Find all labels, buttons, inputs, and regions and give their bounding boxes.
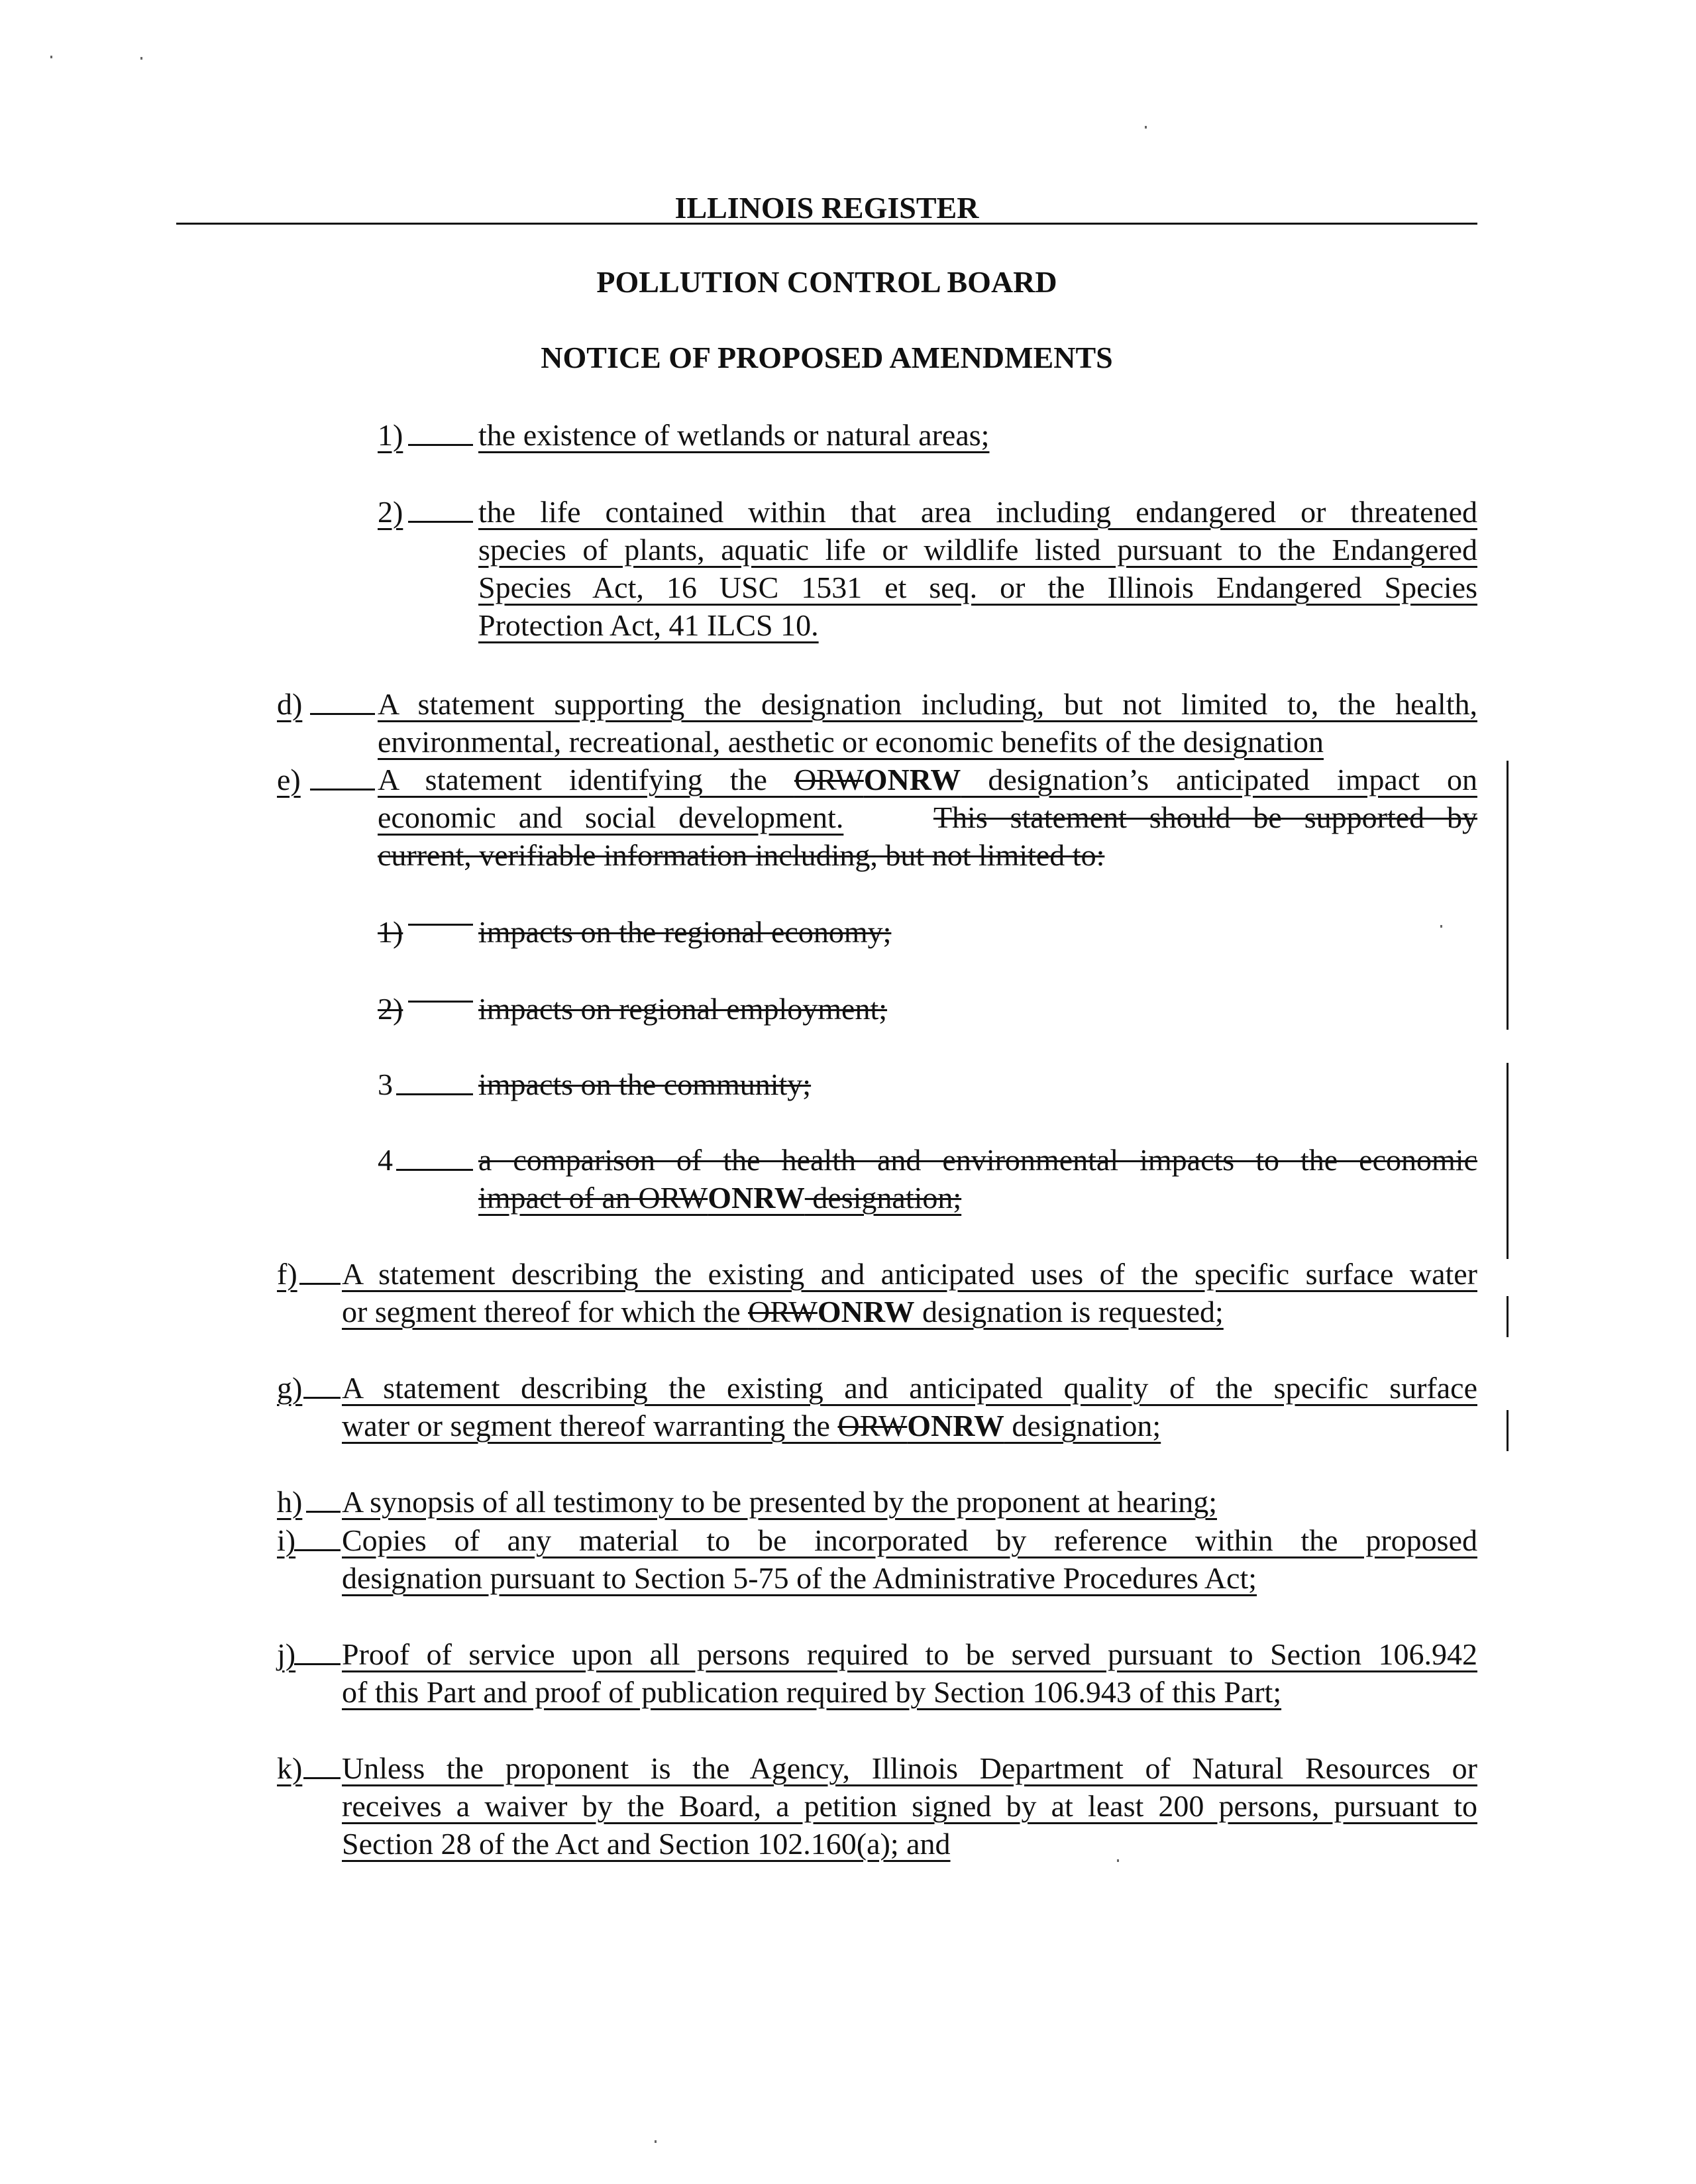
board-title: POLLUTION CONTROL BOARD	[596, 265, 1057, 299]
item-label: 1)	[378, 418, 403, 452]
item-line: the existence of wetlands or natural areas;	[478, 418, 990, 452]
text-run: designation’s anticipated impact on	[961, 763, 1477, 796]
deleted-text: ORW	[748, 1295, 818, 1329]
text-run: or segment thereof for which the	[342, 1295, 749, 1329]
item-line: Copies of any material to be incorporated by reference within the proposed	[342, 1523, 1477, 1557]
item-line	[478, 1179, 1477, 1217]
scan-speck	[1145, 126, 1147, 129]
deleted-text: This statement should be supported by	[933, 800, 1478, 834]
item-line: receives a waiver by the Board, a petition signed by at least 200 persons, pursuant to	[342, 1789, 1477, 1823]
item-line: A statement describing the existing and anticipated quality of the specific surface	[342, 1371, 1477, 1405]
tab-leader	[408, 444, 473, 446]
deleted-text: impacts on the regional economy;	[478, 915, 892, 949]
item-label: h)	[277, 1485, 303, 1519]
item-line	[342, 1293, 1477, 1331]
tab-leader	[310, 713, 375, 715]
item-label: g)	[277, 1371, 303, 1405]
text-run: water or segment thereof warranting the	[342, 1409, 838, 1443]
tab-leader	[408, 521, 473, 523]
inserted-text: ONRW	[708, 1181, 805, 1215]
text-run: designation is requested;	[914, 1295, 1224, 1329]
tab-leader	[294, 1663, 341, 1665]
item-label: j)	[277, 1637, 296, 1671]
item-label: 2)	[378, 992, 403, 1026]
deleted-text: impacts on regional employment;	[478, 992, 888, 1026]
tab-leader	[408, 1001, 473, 1003]
item-line: A synopsis of all testimony to be presented by the proponent at hearing;	[342, 1485, 1217, 1519]
revision-bar	[1507, 1410, 1509, 1451]
inserted-text: ONRW	[907, 1409, 1004, 1443]
tab-leader	[310, 789, 375, 791]
register-title: ILLINOIS REGISTER	[674, 191, 979, 225]
item-line: the life contained within that area including endangered or threatened	[478, 495, 1477, 529]
notice-title: NOTICE OF PROPOSED AMENDMENTS	[541, 341, 1113, 374]
item-label: 2)	[378, 495, 403, 529]
item-line: species of plants, aquatic life or wildlife listed pursuant to the Endangered	[478, 533, 1477, 567]
tab-leader	[396, 1093, 473, 1095]
item-label: k)	[277, 1751, 303, 1785]
deleted-text: impacts on the community;	[478, 1067, 812, 1101]
tab-leader	[408, 924, 473, 926]
scan-speck	[1117, 1859, 1119, 1862]
item-line: designation pursuant to Section 5-75 of the Administrative Procedures Act;	[342, 1561, 1257, 1595]
revision-bar	[1507, 1063, 1509, 1259]
inserted-text: ONRW	[863, 763, 961, 796]
scan-speck	[50, 56, 52, 58]
tab-leader	[306, 1511, 341, 1513]
text-run: A statement identifying the	[378, 763, 794, 796]
item-label: f)	[277, 1257, 297, 1291]
deleted-text: ORW	[837, 1409, 908, 1443]
item-label: 1)	[378, 915, 403, 949]
item-line: A statement describing the existing and anticipated uses of the specific surface water	[342, 1257, 1477, 1291]
deleted-text: impact of an ORW	[478, 1181, 708, 1215]
revision-bar	[1507, 1296, 1509, 1337]
item-line: A statement supporting the designation including, but not limited to, the health,	[378, 687, 1477, 721]
tab-leader	[299, 1283, 341, 1285]
scan-speck	[1440, 925, 1442, 928]
tab-leader	[294, 1549, 341, 1551]
item-line	[378, 798, 1477, 836]
item-line: environmental, recreational, aesthetic or economic benefits of the designation	[378, 725, 1324, 759]
inserted-text: ONRW	[817, 1295, 915, 1329]
header-rule	[176, 223, 1477, 225]
item-line	[342, 1407, 1477, 1445]
text-run: designation;	[1004, 1409, 1161, 1443]
scan-speck	[140, 57, 142, 60]
item-label: 4	[378, 1143, 393, 1177]
item-line: Proof of service upon all persons required to be served pursuant to Section 106.942	[342, 1637, 1477, 1671]
item-label: i)	[277, 1523, 296, 1557]
scan-speck	[655, 2140, 657, 2143]
item-line	[378, 761, 1477, 798]
item-label: e)	[277, 763, 301, 796]
item-line: Species Act, 16 USC 1531 et seq. or the Illinois Endangered Species	[478, 571, 1477, 604]
item-line: Protection Act, 41 ILCS 10.	[478, 608, 819, 642]
deleted-text: designation;	[804, 1181, 962, 1215]
deleted-text: a comparison of the health and environmental impacts to the economic	[478, 1143, 1477, 1177]
deleted-text: current, verifiable information including, but not limited to:	[378, 838, 1105, 872]
item-label: 3	[378, 1067, 393, 1101]
item-label: d)	[277, 687, 303, 721]
item-line: Unless the proponent is the Agency, Illinois Department of Natural Resources or	[342, 1751, 1477, 1785]
tab-leader	[396, 1169, 473, 1171]
revision-bar	[1507, 761, 1509, 1030]
tab-leader	[303, 1777, 341, 1779]
deleted-text: ORW	[794, 763, 864, 796]
item-line: of this Part and proof of publication required by Section 106.943 of this Part;	[342, 1675, 1282, 1709]
item-line: Section 28 of the Act and Section 102.160(a); and	[342, 1827, 951, 1861]
tab-leader	[303, 1397, 341, 1399]
text-run: economic and social development.	[378, 800, 844, 834]
